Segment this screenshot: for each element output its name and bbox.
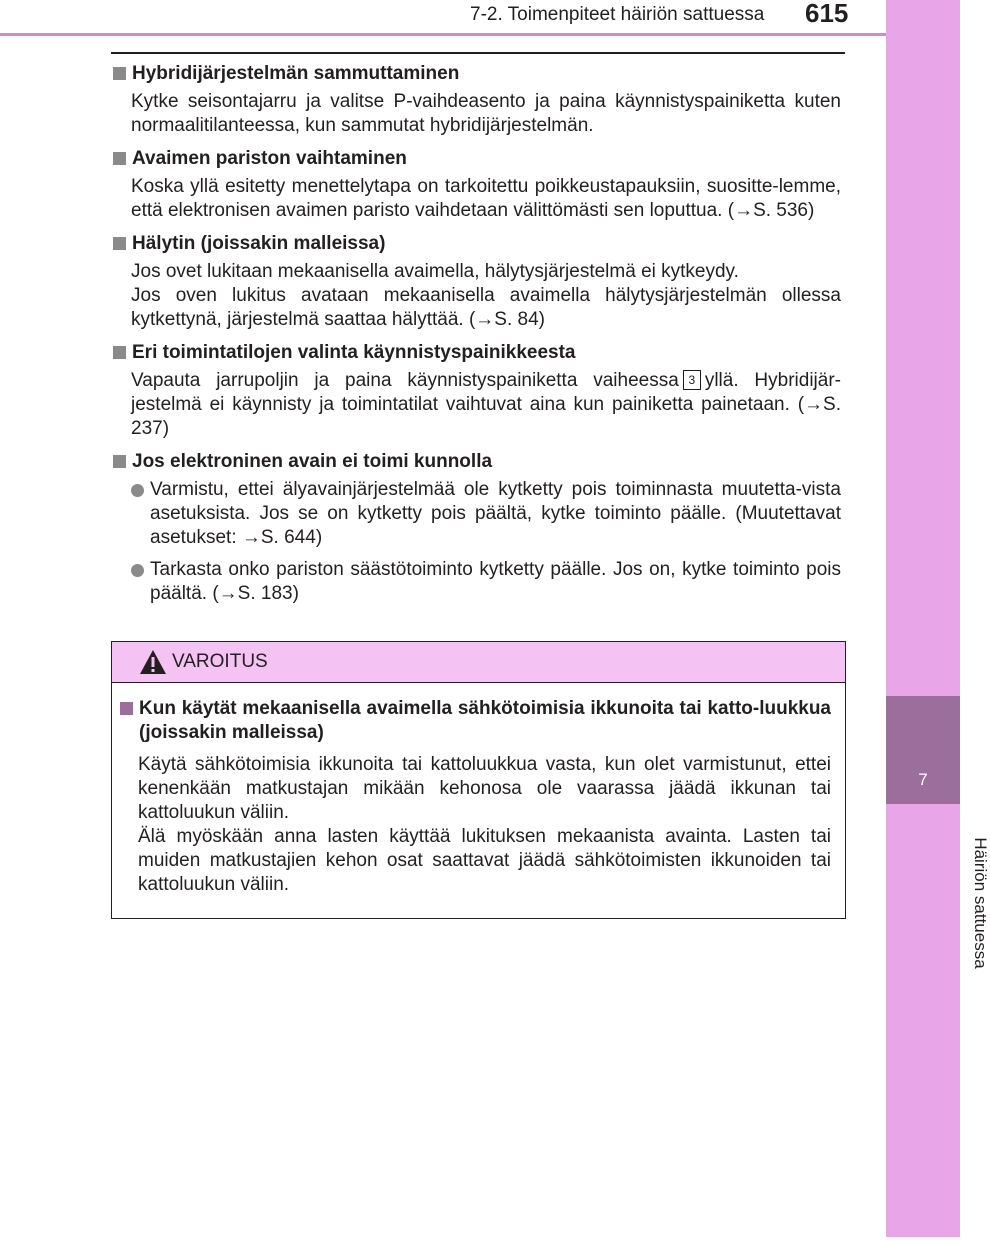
warning-triangle-icon	[139, 649, 167, 675]
page-header-title: 7-2. Toimenpiteet häiriön sattuessa	[470, 4, 765, 25]
list-item: Tarkasta onko pariston säästötoiminto kytketty päälle. Jos on, kytke toiminto pois päältä. (→S. 183)	[111, 558, 841, 606]
content-top-rule	[111, 52, 845, 54]
page-number: 615	[805, 0, 849, 28]
section-key-battery	[111, 147, 841, 223]
warning-label: VAROITUS	[172, 651, 268, 672]
square-bullet-icon	[113, 67, 126, 80]
section-title: Hälytin (joissakin malleissa)	[132, 233, 386, 254]
list-item: Varmistu, ettei älyavainjärjestelmää ole kytketty pois toiminnasta muutetta-vista asetuksista. Jos se on kytketty pois päältä, kytke toiminto päälle. (Muutettavat asetukset: →S. 644)	[111, 478, 841, 550]
chapter-tab[interactable]	[886, 696, 960, 804]
chapter-sidebar	[886, 0, 960, 1249]
section-body-before: Vapauta jarrupoljin ja paina käynnistyspainiketta vaiheessa	[131, 370, 679, 391]
section-title: Eri toimintatilojen valinta käynnistyspainikkeesta	[132, 342, 576, 363]
section-body-line: Jos ovet lukitaan mekaanisella avaimella, hälytysjärjestelmä ei kytkeydy.	[131, 261, 739, 282]
section-hybrid-shutdown	[111, 62, 841, 138]
warning-text: Älä myöskään anna lasten käyttää lukituksen mekaanista avainta. Lasten tai muiden matkustajien kehon osat saattavat jäädä sähkötoimisten ikkunoiden tai kattoluukun väliin.	[138, 826, 831, 895]
section-body: Kytke seisontajarru ja valitse P-vaihdeasento ja paina käynnistyspainiketta kuten normaalitilanteessa, kun sammutat hybridijärjestelmän.	[131, 91, 841, 136]
section-body: Koska yllä esitetty menettelytapa on tarkoitettu poikkeustapauksiin, suositte-lemme, että elektronisen avaimen paristo vaihdetaan välittömästi sen loputtua. (→S. 536)	[131, 176, 841, 221]
page-content	[111, 62, 841, 615]
chapter-number: 7	[918, 770, 928, 789]
section-alarm	[111, 232, 841, 332]
sidebar-bottom-gap	[886, 1237, 960, 1249]
section-title: Jos elektroninen avain ei toimi kunnolla	[132, 451, 493, 472]
square-bullet-icon	[120, 702, 133, 715]
square-bullet-icon	[113, 152, 126, 165]
warning-title: Kun käytät mekaanisella avaimella sähkötoimisia ikkunoita tai katto-luukkua (joissakin malleissa)	[139, 698, 831, 743]
warning-text: Käytä sähkötoimisia ikkunoita tai kattoluukkua vasta, kun olet varmistunut, ettei kenenkään matkustajan mikään kehonosa ole vaarassa jäädä ikkunan tai kattoluukun väliin.	[138, 754, 831, 823]
square-bullet-icon	[113, 237, 126, 250]
section-key-malfunction	[111, 450, 841, 606]
circle-bullet-icon	[131, 484, 144, 497]
header-divider	[0, 33, 886, 36]
warning-box	[111, 641, 846, 919]
chapter-title: Häiriön sattuessa	[971, 837, 990, 969]
circle-bullet-icon	[131, 564, 144, 577]
section-body-line: Jos oven lukitus avataan mekaanisella avaimella hälytysjärjestelmän ollessa kytkettynä, järjestelmä saattaa hälyttää. (→S. 84)	[131, 285, 841, 330]
section-mode-selection	[111, 341, 841, 441]
section-body-after: yllä. Hybridijär-jestelmä ei käynnisty ja toimintatilat vaihtuvat aina kun painiketta painetaan. (→S. 237)	[131, 370, 842, 439]
square-bullet-icon	[113, 455, 126, 468]
section-title: Hybridijärjestelmän sammuttaminen	[132, 63, 460, 84]
warning-body	[112, 683, 845, 897]
step-number-badge: 3	[683, 370, 701, 390]
section-title: Avaimen pariston vaihtaminen	[132, 148, 407, 169]
warning-header	[112, 642, 845, 683]
square-bullet-icon	[113, 346, 126, 359]
